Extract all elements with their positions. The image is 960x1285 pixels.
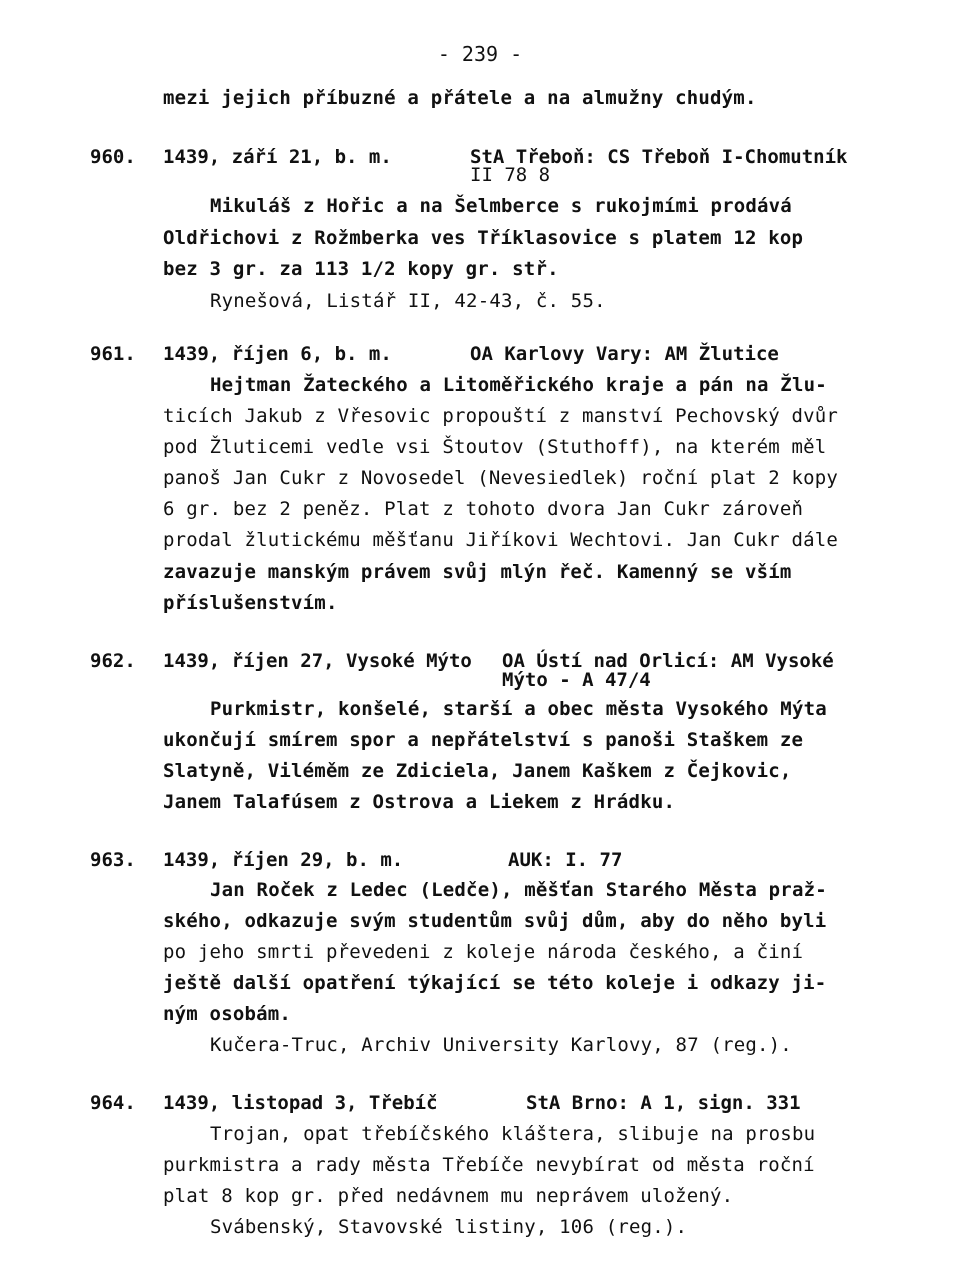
entry-number: 962.	[90, 650, 136, 672]
entry-number: 964.	[90, 1092, 136, 1114]
entry-body-line: zavazuje manským právem svůj mlýn řeč. Kamenný se vším	[163, 561, 792, 583]
entry-reference: Svábenský, Stavovské listiny, 106 (reg.).	[210, 1216, 688, 1238]
entry-body-line: 6 gr. bez 2 peněz. Plat z tohoto dvora Jan Cukr zároveň	[163, 498, 804, 520]
entry-body-line: Trojan, opat třebíčského kláštera, slibuje na prosbu	[210, 1123, 816, 1145]
entry-body-line: prodal žlutickému měšťanu Jiříkovi Wechtovi. Jan Cukr dále	[163, 529, 839, 551]
entry-body-line: bez 3 gr. za 113 1/2 kopy gr. stř.	[163, 258, 559, 280]
entry-body-line: po jeho smrti převedeni z koleje národa českého, a činí	[163, 941, 804, 963]
entry-date: 1439, listopad 3, Třebíč	[163, 1092, 438, 1114]
entry-date: 1439, září 21, b. m.	[163, 146, 392, 168]
entry-reference: Rynešová, Listář II, 42-43, č. 55.	[210, 290, 606, 312]
entry-body-line: ukončují smírem spor a nepřátelství s panoši Staškem ze	[163, 729, 804, 751]
entry-body-line: Jan Roček z Ledec (Ledče), měšťan Starého Města praž-	[210, 879, 827, 901]
page-number: - 239 -	[437, 42, 523, 66]
entry-body-line: purkmistra a rady města Třebíče nevybírat od města roční	[163, 1154, 815, 1176]
entry-archive-line: Mýto - A 47/4	[502, 669, 651, 691]
entry-reference: Kučera-Truc, Archiv University Karlovy, 87 (reg.).	[210, 1034, 792, 1056]
entry-archive-line: OA Karlovy Vary: AM Žlutice	[470, 343, 779, 365]
entry-body-line: Janem Talafúsem z Ostrova a Liekem z Hrádku.	[163, 791, 676, 813]
entry-archive-line: AUK: I. 77	[508, 849, 623, 871]
entry-archive-line: StA Třeboň: CS Třeboň I-Chomutník	[470, 146, 848, 168]
entry-body-line: Mikuláš z Hořic a na Šelmberce s rukojmími prodává	[210, 195, 792, 217]
entry-number: 963.	[90, 849, 136, 871]
continuation-text: mezi jejich příbuzné a přátele a na almužny chudým.	[163, 87, 757, 109]
entry-archive-line: II 78 8	[470, 164, 551, 186]
entry-body-line: Oldřichovi z Rožmberka ves Tříklasovice s platem 12 kop	[163, 227, 804, 249]
entry-body-line: ještě další opatření týkající se této koleje i odkazy ji-	[163, 972, 827, 994]
entry-body-line: příslušenstvím.	[163, 592, 338, 614]
entry-date: 1439, říjen 27, Vysoké Mýto	[163, 650, 472, 672]
entry-body-line: pod Žluticemi vedle vsi Štoutov (Stuthoff), na kterém měl	[163, 436, 827, 458]
entry-number: 960.	[90, 146, 136, 168]
entry-body-line: panoš Jan Cukr z Novosedel (Nevesiedlek) roční plat 2 kopy	[163, 467, 839, 489]
entry-body-line: plat 8 kop gr. před nedávnem mu neprávem uložený.	[163, 1185, 734, 1207]
entry-body-line: Slatyně, Viléměm ze Zdiciela, Janem Kaškem z Čejkovic,	[163, 760, 792, 782]
entry-archive-line: StA Brno: A 1, sign. 331	[526, 1092, 801, 1114]
entry-body-line: ského, odkazuje svým studentům svůj dům, aby do něho byli	[163, 910, 827, 932]
entry-archive-line: OA Ústí nad Orlicí: AM Vysoké	[502, 650, 834, 672]
entry-body-line: ným osobám.	[163, 1003, 292, 1025]
entry-number: 961.	[90, 343, 136, 365]
entry-body-line: ticích Jakub z Vřesovic propouští z manství Pechovský dvůr	[163, 405, 839, 427]
entry-date: 1439, říjen 6, b. m.	[163, 343, 392, 365]
entry-body-line: Purkmistr, konšelé, starší a obec města Vysokého Mýta	[210, 698, 827, 720]
entry-date: 1439, říjen 29, b. m.	[163, 849, 404, 871]
entry-body-line: Hejtman Žateckého a Litoměřického kraje a pán na Žlu-	[210, 374, 827, 396]
